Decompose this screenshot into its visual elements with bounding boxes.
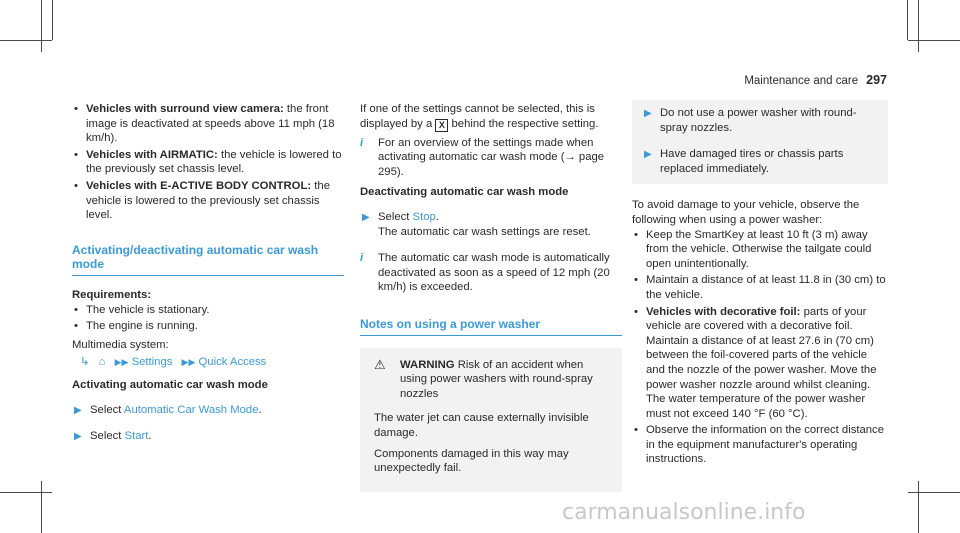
column-1: [72, 102, 344, 456]
list-item: • Vehicles with decorative foil: parts of your vehicle are covered with a decorative foil. Maintain a distance of at least 27.6 in (70 cm) between the foil-covered parts of the vehicle and the nozzle of the power washer. Move the power washer nozzle around whilst cleaning. The water temperature of the power washer must not exceed 140 °F (60 °C).: [632, 305, 888, 422]
step-arrow-icon: ▶: [362, 211, 370, 223]
warning-text: The water jet can cause externally invisible damage.: [374, 412, 589, 439]
chevron-icon: ▶▶: [181, 357, 196, 368]
step-arrow-icon: ▶: [74, 404, 82, 416]
step-item: ▶ Select Stop. The automatic car wash settings are reset.: [362, 210, 591, 238]
step-arrow-icon: ▶: [644, 149, 652, 161]
header-title: Maintenance and care: [744, 75, 859, 87]
crop-mark: [41, 481, 42, 533]
step-arrow-icon: ▶: [644, 108, 652, 119]
crop-mark: [0, 492, 52, 493]
link-automatic-car-wash-mode[interactable]: Automatic Car Wash Mode: [123, 403, 259, 416]
step-arrow-icon: ▶: [74, 431, 82, 443]
list-item: • The engine is running.: [72, 319, 344, 334]
path-quick-access[interactable]: Quick Access: [198, 356, 267, 369]
paragraph: To avoid damage to your vehicle, observe the following when using a power washer:: [632, 199, 860, 226]
return-arrow-icon: ↳: [80, 356, 90, 369]
step-item: ▶ Do not use a power washer with round-spray nozzles.: [644, 107, 857, 134]
list-item: • Vehicles with AIRMATIC: the vehicle is lowered to the previously set chassis level.: [72, 148, 344, 177]
step-item: ▶ Have damaged tires or chassis parts replaced immediately.: [644, 148, 844, 175]
activating-heading: Activating automatic car wash mode: [72, 378, 268, 391]
info-icon: i: [360, 252, 364, 265]
link-stop[interactable]: Stop: [412, 210, 436, 223]
section-title-car-wash: Activating/deactivating automatic car wash mode: [72, 243, 344, 276]
crop-mark: [908, 492, 960, 493]
menu-path: [72, 355, 344, 370]
watermark: carmanualsonline.info: [562, 500, 806, 525]
crop-mark: [918, 481, 919, 533]
list-item: • The vehicle is stationary.: [72, 303, 344, 318]
list-item: • Observe the information on the correct distance in the equipment manufacturer's operating instructions.: [632, 423, 888, 467]
warning-heading: ⚠ WARNING Risk of an accident when using power washers with round-spray nozzles: [374, 356, 593, 400]
page-header: [744, 73, 887, 89]
link-start[interactable]: Start: [124, 430, 149, 443]
info-icon: i: [360, 136, 364, 149]
home-icon[interactable]: ⌂: [98, 356, 106, 369]
step-item: ▶ Select Start.: [72, 429, 344, 444]
column-3: [632, 102, 888, 469]
crop-mark: [907, 0, 908, 40]
chevron-icon: ▶▶: [114, 357, 129, 368]
column-2: [360, 102, 622, 492]
section-title-power-washer: Notes on using a power washer: [360, 317, 622, 336]
crop-mark: [918, 0, 919, 52]
requirements-label: Requirements:: [72, 288, 152, 301]
crop-mark: [0, 40, 52, 41]
multimedia-label: Multimedia system:: [72, 338, 169, 351]
warning-triangle-icon: ⚠: [374, 356, 386, 372]
x-icon: X: [435, 119, 448, 132]
page-number: 297: [866, 73, 887, 87]
warning-box: [360, 348, 622, 492]
info-note: i For an overview of the settings made when activating automatic car wash mode (→ page 295).: [360, 136, 605, 178]
deactivating-heading: Deactivating automatic car wash mode: [360, 186, 569, 199]
list-item: • Keep the SmartKey at least 10 ft (3 m) away from the vehicle. Otherwise the tailgate could open unintentionally.: [632, 228, 888, 272]
list-item: • Maintain a distance of at least 11.8 in (30 cm) to the vehicle.: [632, 273, 888, 302]
list-item: • Vehicles with surround view camera: the front image is deactivated at speeds above 11 mph (18 km/h).: [72, 102, 344, 146]
crop-mark: [52, 0, 53, 40]
crop-mark: [41, 0, 42, 52]
warning-text: Components damaged in this way may unexpectedly fail.: [374, 447, 569, 475]
crop-mark: [908, 40, 960, 41]
warning-box-continued: [632, 100, 888, 184]
paragraph: If one of the settings cannot be selected, this is displayed by a X behind the respective setting.: [360, 103, 599, 130]
path-settings[interactable]: Settings: [131, 356, 173, 369]
list-item: • Vehicles with E-ACTIVE BODY CONTROL: the vehicle is lowered to the previously set chassis level.: [72, 179, 344, 223]
info-note: i The automatic car wash mode is automatically deactivated as soon as a speed of 12 mph (20 km/h) is exceeded.: [360, 252, 610, 294]
step-item: ▶ Select Automatic Car Wash Mode.: [72, 403, 344, 418]
